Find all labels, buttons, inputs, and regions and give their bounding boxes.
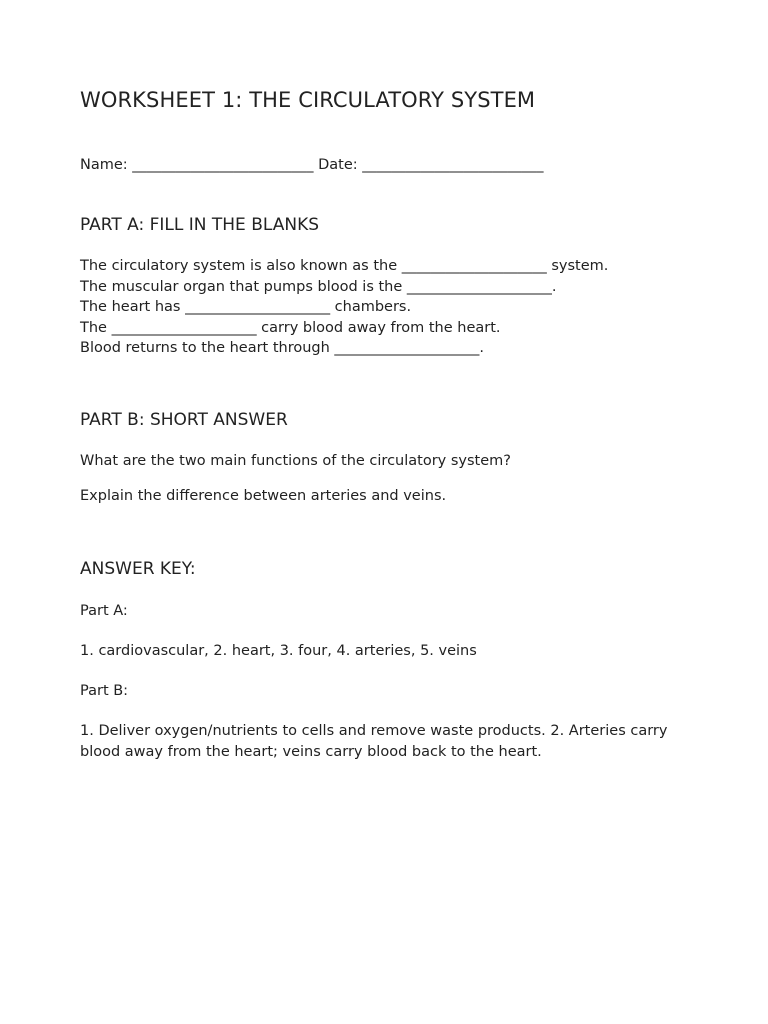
part-a-heading: PART A: FILL IN THE BLANKS [80,215,320,235]
answer-key-part-a-label: Part A: [80,603,128,619]
worksheet-title: WORKSHEET 1: THE CIRCULATORY SYSTEM [80,88,536,112]
answer-key-part-b-label: Part B: [80,683,129,699]
fill-in-blanks-list [80,256,608,359]
short-answer-question: What are the two main functions of the circulatory system? [80,453,511,469]
blank-question: Blood returns to the heart through ____________________. [80,340,485,356]
answer-key-heading: ANSWER KEY: [80,559,196,579]
name-date-line: Name: _________________________ Date: _________________________ [80,157,544,173]
part-b-heading: PART B: SHORT ANSWER [80,410,288,430]
blank-question: The ____________________ carry blood away from the heart. [80,319,501,336]
answer-key-part-a-answers: 1. cardiovascular, 2. heart, 3. four, 4. arteries, 5. veins [80,643,477,659]
blank-question: The circulatory system is also known as the ____________________ system. [80,258,609,274]
answer-key-part-b-answers: 1. Deliver oxygen/nutrients to cells and remove waste products. 2. Arteries carry blood away from the heart; veins carry blood back to the heart. [80,723,668,760]
blank-question: The muscular organ that pumps blood is the ____________________. [80,278,557,295]
short-answer-question: Explain the difference between arteries and veins. [80,488,447,504]
blank-question: The heart has ____________________ chambers. [80,299,412,315]
